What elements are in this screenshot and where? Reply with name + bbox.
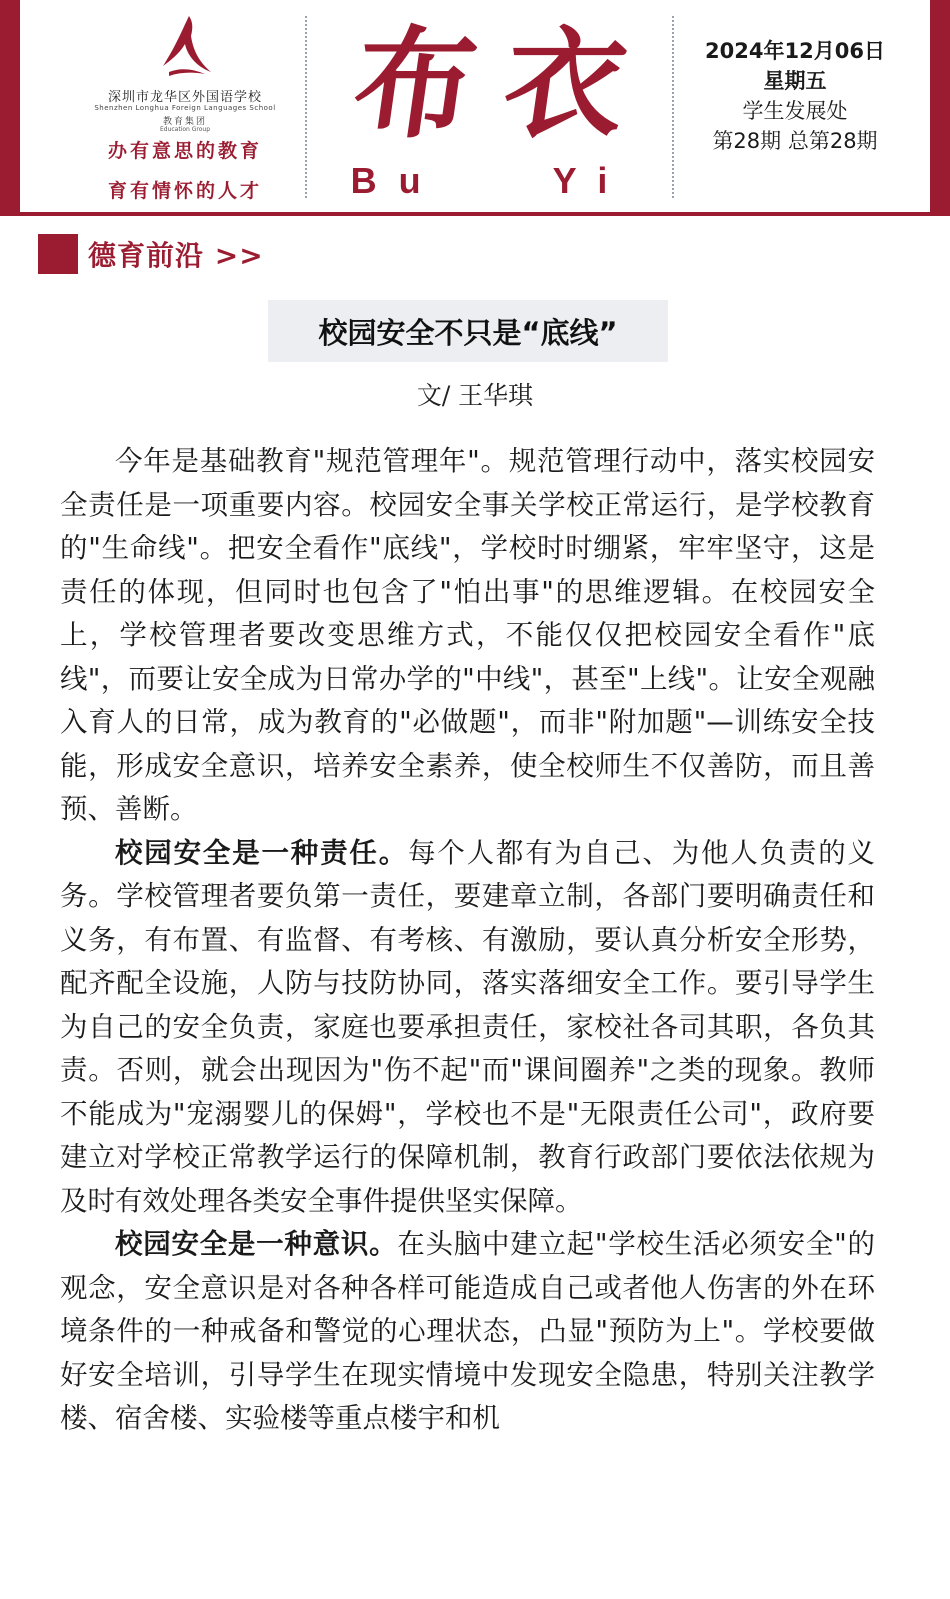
section-marker [38, 234, 78, 274]
article-title-box [268, 300, 668, 362]
section-title: 德育前沿 >> [88, 239, 264, 272]
masthead-char-2: 衣 [495, 14, 635, 155]
issue-number: 第28期 总第28期 [712, 129, 878, 153]
motto-line-2: 育有情怀的人才 [107, 180, 262, 202]
masthead-char-1: 布 [345, 14, 485, 155]
school-name: 深圳市龙华区外国语学校 [107, 90, 262, 105]
school-logo-icon [155, 14, 215, 78]
group-name: 教育集团 [162, 117, 207, 127]
article-byline: 文/ 王华琪 [416, 381, 534, 410]
masthead-pinyin-1: Bu [350, 160, 443, 201]
issue-department: 学生发展处 [742, 99, 848, 123]
header-divider-left [305, 16, 307, 198]
paragraph-2-body: 每个人都有为自己、为他人负责的义务。学校管理者要负第一责任，要建章立制，各部门要明确责任和义务，有布置、有监督、有考核、有激励，要认真分析安全形势，配齐配全设施，人防与技防协同，落实落细安全工作。要引导学生为自己的安全负责，家庭也要承担责任，家校社各司其职，各负其责。否则，就会出现因为"伤不起"而"课间圈养"之类的现象。教师不能成为"宠溺婴儿的保姆"，学校也不是"无限责任公司"，政府要建立对学校正常教学运行的保障机制，教育行政部门要依法依规为及时有效处理各类安全事件提供坚实保障。 [60, 836, 875, 1217]
paragraph-3 [60, 1223, 875, 1441]
masthead-title [320, 10, 660, 160]
article-body [60, 440, 875, 1441]
masthead-pinyin-2: Yi [552, 160, 630, 201]
paragraph-1: 今年是基础教育"规范管理年"。规范管理行动中，落实校园安全责任是一项重要内容。校园安全事关学校正常运行，是学校教育的"生命线"。把安全看作"底线"，学校时时绷紧，牢牢坚守，这是责任的体现，但同时也包含了"怕出事"的思维逻辑。在校园安全上，学校管理者要改变思维方式，不能仅仅把校园安全看作"底线"，而要让安全成为日常办学的"中线"，甚至"上线"。让安全观融入育人的日常，成为教育的"必做题"，而非"附加题"—训练安全技能，形成安全意识，培养安全素养，使全校师生不仅善防，而且善预、善断。 [60, 445, 875, 825]
motto-line-1: 办有意思的教育 [107, 140, 262, 162]
school-name-en: Shenzhen Longhua Foreign Languages School [94, 104, 276, 112]
issue-weekday: 星期五 [763, 69, 827, 93]
issue-date: 2024年12月06日 [705, 39, 885, 63]
paragraph-2-lead: 校园安全是一种责任。 [115, 836, 408, 869]
paragraph-3-lead: 校园安全是一种意识。 [115, 1228, 398, 1260]
paragraph-2 [60, 832, 875, 1224]
masthead-pinyin [320, 160, 660, 202]
newsletter-header [0, 0, 950, 216]
section-header [38, 232, 264, 276]
issue-info [680, 36, 910, 156]
masthead [320, 10, 660, 206]
group-name-en: Education Group [159, 126, 211, 133]
header-divider-right [672, 16, 674, 198]
school-logo-block [60, 14, 310, 204]
article-title: 校园安全不只是“底线” [318, 315, 618, 350]
paragraph-3-body: 在头脑中建立起"学校生活必须安全"的观念，安全意识是对各种各样可能造成自己或者他人伤害的外在环境条件的一种戒备和警觉的心理状态，凸显"预防为上"。学校要做好安全培训，引导学生在现实情境中发现安全隐患，特别关注教学楼、宿舍楼、实验楼等重点楼宇和机 [60, 1228, 875, 1434]
